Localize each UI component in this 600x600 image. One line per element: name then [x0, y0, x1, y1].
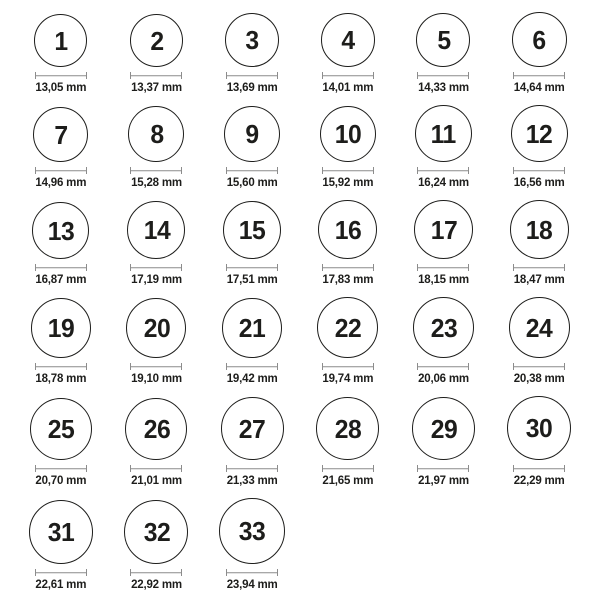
diameter-label: 20,70 mm [35, 475, 87, 487]
ring-circle [511, 105, 568, 162]
diameter-ruler [322, 264, 374, 271]
ring-size-number: 24 [525, 312, 553, 343]
diameter-label: 14,33 mm [418, 82, 469, 94]
ring-size-cell [318, 200, 377, 287]
ring-size-number: 31 [47, 517, 75, 547]
diameter-label: 16,56 mm [513, 177, 565, 189]
diameter-ruler [513, 264, 565, 271]
ring-size-cell [29, 500, 93, 592]
diameter-label: 17,19 mm [131, 274, 182, 286]
ring-size-cell [507, 396, 571, 488]
diameter-label: 18,47 mm [513, 274, 565, 286]
ring-size-number: 21 [238, 313, 266, 343]
diameter-label: 13,37 mm [131, 82, 182, 94]
ring-circle [512, 12, 567, 67]
diameter-ruler [130, 167, 182, 174]
ring-size-cell [32, 202, 89, 287]
ring-size-cell [416, 13, 470, 95]
diameter-ruler [513, 167, 565, 174]
ring-size-cell [221, 397, 284, 488]
diameter-ruler [226, 264, 278, 271]
diameter-ruler [226, 569, 278, 576]
diameter-label: 14,01 mm [322, 82, 374, 94]
ring-size-number: 28 [334, 413, 362, 444]
ring-size-number: 12 [525, 118, 553, 149]
ring-size-number: 2 [149, 25, 164, 56]
ring-size-number: 26 [143, 414, 170, 444]
ring-circle [317, 297, 378, 358]
ring-size-cell [509, 297, 570, 386]
diameter-label: 16,24 mm [418, 177, 469, 189]
diameter-ruler [417, 264, 469, 271]
diameter-label: 21,01 mm [131, 475, 182, 487]
ring-size-cell [225, 13, 279, 95]
ring-circle [318, 200, 377, 259]
ring-circle [412, 397, 475, 460]
ring-size-number: 9 [245, 119, 259, 149]
diameter-ruler [35, 363, 87, 370]
diameter-ruler [226, 167, 278, 174]
diameter-label: 18,78 mm [35, 373, 87, 385]
ring-size-cell [124, 500, 188, 592]
diameter-label: 15,60 mm [226, 177, 278, 189]
ring-size-cell [512, 12, 567, 95]
diameter-label: 22,29 mm [513, 475, 565, 487]
ring-size-number: 27 [238, 413, 266, 444]
ring-size-number: 15 [238, 215, 266, 245]
diameter-label: 15,92 mm [322, 177, 374, 189]
ring-size-number: 4 [341, 25, 355, 55]
ring-size-number: 23 [430, 312, 457, 343]
diameter-ruler [130, 264, 182, 271]
ring-size-number: 6 [532, 24, 546, 55]
ring-size-cell [224, 106, 280, 190]
diameter-label: 19,42 mm [226, 373, 278, 385]
ring-circle [126, 298, 186, 358]
ring-circle [223, 201, 281, 259]
diameter-ruler [130, 569, 182, 576]
diameter-label: 17,51 mm [226, 274, 278, 286]
ring-size-number: 33 [238, 516, 266, 546]
ring-size-number: 17 [430, 214, 457, 245]
ring-circle [509, 297, 570, 358]
ring-circle [127, 201, 185, 259]
ring-circle [33, 107, 88, 162]
diameter-ruler [513, 72, 565, 79]
diameter-ruler [226, 72, 278, 79]
ring-circle [32, 202, 89, 259]
diameter-ruler [35, 264, 87, 271]
ring-size-cell [510, 200, 569, 287]
ring-size-cell [31, 298, 91, 386]
ring-circle [222, 298, 282, 358]
diameter-label: 16,87 mm [35, 274, 87, 286]
diameter-label: 21,65 mm [322, 475, 374, 487]
ring-size-cell [128, 106, 184, 190]
ring-circle [413, 297, 474, 358]
ring-size-cell [127, 201, 185, 287]
ring-size-number: 19 [47, 313, 75, 343]
ring-circle [316, 397, 379, 460]
ring-size-cell [413, 297, 474, 386]
ring-size-number: 25 [47, 414, 75, 444]
diameter-ruler [417, 363, 469, 370]
ring-circle [130, 14, 183, 67]
diameter-label: 13,05 mm [35, 82, 87, 94]
diameter-label: 15,28 mm [131, 177, 182, 189]
ring-size-number: 13 [47, 215, 75, 246]
ring-size-cell [34, 14, 87, 95]
diameter-ruler [130, 72, 182, 79]
ring-size-cell [33, 107, 88, 190]
ring-size-number: 32 [143, 517, 170, 547]
ring-circle [34, 14, 87, 67]
ring-circle [124, 500, 188, 564]
ring-circle [219, 498, 285, 564]
ring-size-cell [414, 200, 473, 287]
diameter-ruler [322, 465, 374, 472]
diameter-ruler [417, 167, 469, 174]
diameter-ruler [322, 167, 374, 174]
ring-size-cell [415, 105, 472, 190]
ring-size-number: 18 [525, 214, 553, 245]
diameter-ruler [226, 363, 278, 370]
diameter-label: 14,96 mm [35, 177, 87, 189]
ring-size-number: 11 [430, 118, 457, 149]
diameter-label: 13,69 mm [226, 82, 278, 94]
diameter-ruler [35, 569, 87, 576]
ring-size-cell [321, 13, 375, 95]
ring-circle [510, 200, 569, 259]
ring-size-cell [30, 398, 92, 488]
diameter-label: 22,61 mm [35, 579, 87, 591]
ring-circle [29, 500, 93, 564]
ring-size-number: 1 [54, 25, 68, 56]
ring-size-number: 8 [149, 119, 164, 149]
ring-size-cell [320, 106, 376, 190]
diameter-label: 18,15 mm [418, 274, 469, 286]
diameter-label: 17,83 mm [322, 274, 374, 286]
diameter-ruler [35, 72, 87, 79]
ring-circle [31, 298, 91, 358]
ring-size-cell [511, 105, 568, 190]
diameter-ruler [322, 72, 374, 79]
ring-circle [321, 13, 375, 67]
diameter-ruler [417, 465, 469, 472]
diameter-label: 21,97 mm [418, 475, 469, 487]
ring-size-number: 30 [525, 413, 553, 443]
diameter-ruler [35, 465, 87, 472]
diameter-ruler [226, 465, 278, 472]
ring-size-cell [317, 297, 378, 386]
ring-circle [221, 397, 284, 460]
ring-size-number: 14 [143, 215, 170, 245]
ring-size-cell [126, 298, 186, 386]
ring-circle [30, 398, 92, 460]
ring-size-number: 22 [334, 312, 362, 343]
ring-size-cell [125, 398, 187, 488]
ring-size-number: 3 [245, 25, 259, 55]
diameter-ruler [513, 363, 565, 370]
ring-size-number: 10 [334, 119, 362, 149]
diameter-label: 23,94 mm [226, 579, 278, 591]
ring-size-cell [219, 498, 285, 592]
ring-circle [414, 200, 473, 259]
ring-size-cell [316, 397, 379, 488]
ring-size-number: 20 [143, 313, 170, 343]
diameter-ruler [130, 465, 182, 472]
ring-size-cell [223, 201, 281, 287]
ring-circle [320, 106, 376, 162]
diameter-label: 14,64 mm [513, 82, 565, 94]
ring-circle [128, 106, 184, 162]
diameter-ruler [35, 167, 87, 174]
ring-size-cell [130, 14, 183, 95]
ring-size-cell [222, 298, 282, 386]
ring-size-number: 7 [54, 119, 68, 150]
ring-circle [125, 398, 187, 460]
diameter-label: 20,38 mm [513, 373, 565, 385]
ring-size-number: 5 [436, 25, 451, 55]
diameter-ruler [417, 72, 469, 79]
ring-circle [507, 396, 571, 460]
diameter-label: 22,92 mm [131, 579, 182, 591]
diameter-ruler [322, 363, 374, 370]
diameter-label: 20,06 mm [418, 373, 469, 385]
ring-circle [224, 106, 280, 162]
diameter-ruler [513, 465, 565, 472]
ring-circle [415, 105, 472, 162]
ring-size-number: 29 [430, 413, 457, 444]
ring-circle [225, 13, 279, 67]
diameter-ruler [130, 363, 182, 370]
diameter-label: 19,74 mm [322, 373, 374, 385]
ring-circle [416, 13, 470, 67]
diameter-label: 21,33 mm [226, 475, 278, 487]
diameter-label: 19,10 mm [131, 373, 182, 385]
ring-size-number: 16 [334, 214, 362, 245]
ring-size-cell [412, 397, 475, 488]
